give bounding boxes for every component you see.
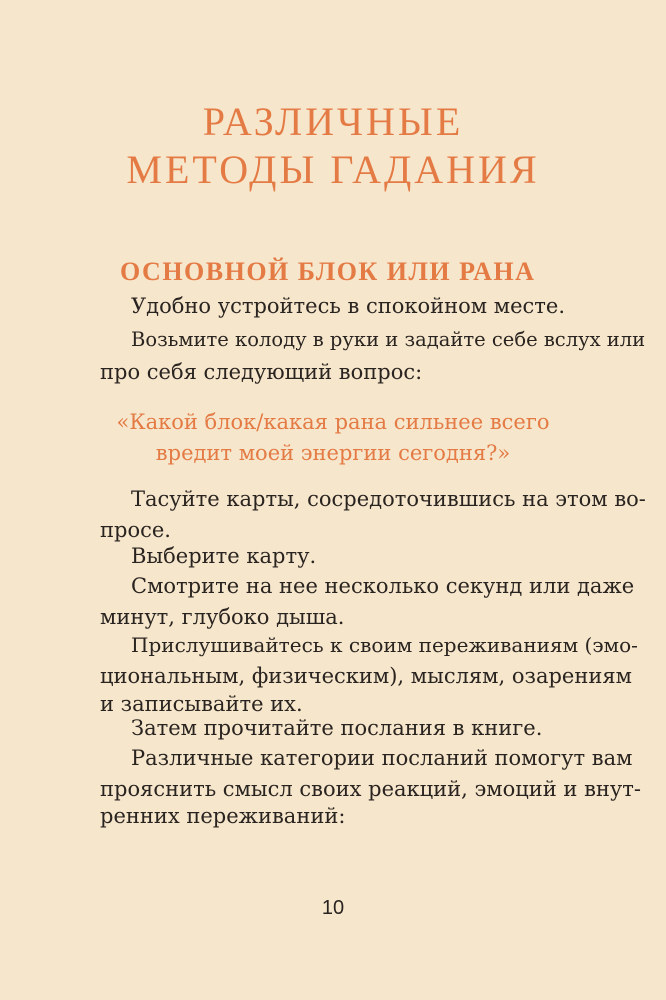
body-line: Тасуйте карты, сосредоточившись на этом во- xyxy=(131,487,646,511)
body-line: Выберите карту. xyxy=(131,544,317,568)
body-line: минут, глубоко дыша. xyxy=(100,605,345,629)
body-line: просе. xyxy=(100,518,171,542)
body-line: Затем прочитайте послания в книге. xyxy=(131,716,543,740)
body-line: Возьмите колоду в руки и задайте себе вслух или xyxy=(131,328,646,351)
body-line: циональным, физическим), мыслям, озарениям xyxy=(100,664,632,688)
chapter-title-line-1: РАЗЛИЧНЫЕ xyxy=(202,99,464,144)
section-heading: ОСНОВНОЙ БЛОК ИЛИ РАНА xyxy=(120,257,536,286)
page-number: 10 xyxy=(321,897,345,919)
body-line: Прислушивайтесь к своим переживаниям (эмо- xyxy=(131,633,638,657)
quote-line-1: «Какой блок/какая рана сильнее всего xyxy=(116,410,550,434)
body-line: прояснить смысл своих реакций, эмоций и внут- xyxy=(100,777,641,801)
chapter-title-line-2: МЕТОДЫ ГАДАНИЯ xyxy=(126,147,540,192)
body-line: и записывайте их. xyxy=(100,692,303,716)
body-line: Различные категории посланий помогут вам xyxy=(131,746,633,770)
body-line: Удобно устройтесь в спокойном месте. xyxy=(131,294,565,318)
body-line: ренних переживаний: xyxy=(100,804,346,828)
body-line: про себя следующий вопрос: xyxy=(100,360,423,384)
quote-line-2: вредит моей энергии сегодня?» xyxy=(155,441,511,465)
body-line: Смотрите на нее несколько секунд или даже xyxy=(131,574,635,598)
